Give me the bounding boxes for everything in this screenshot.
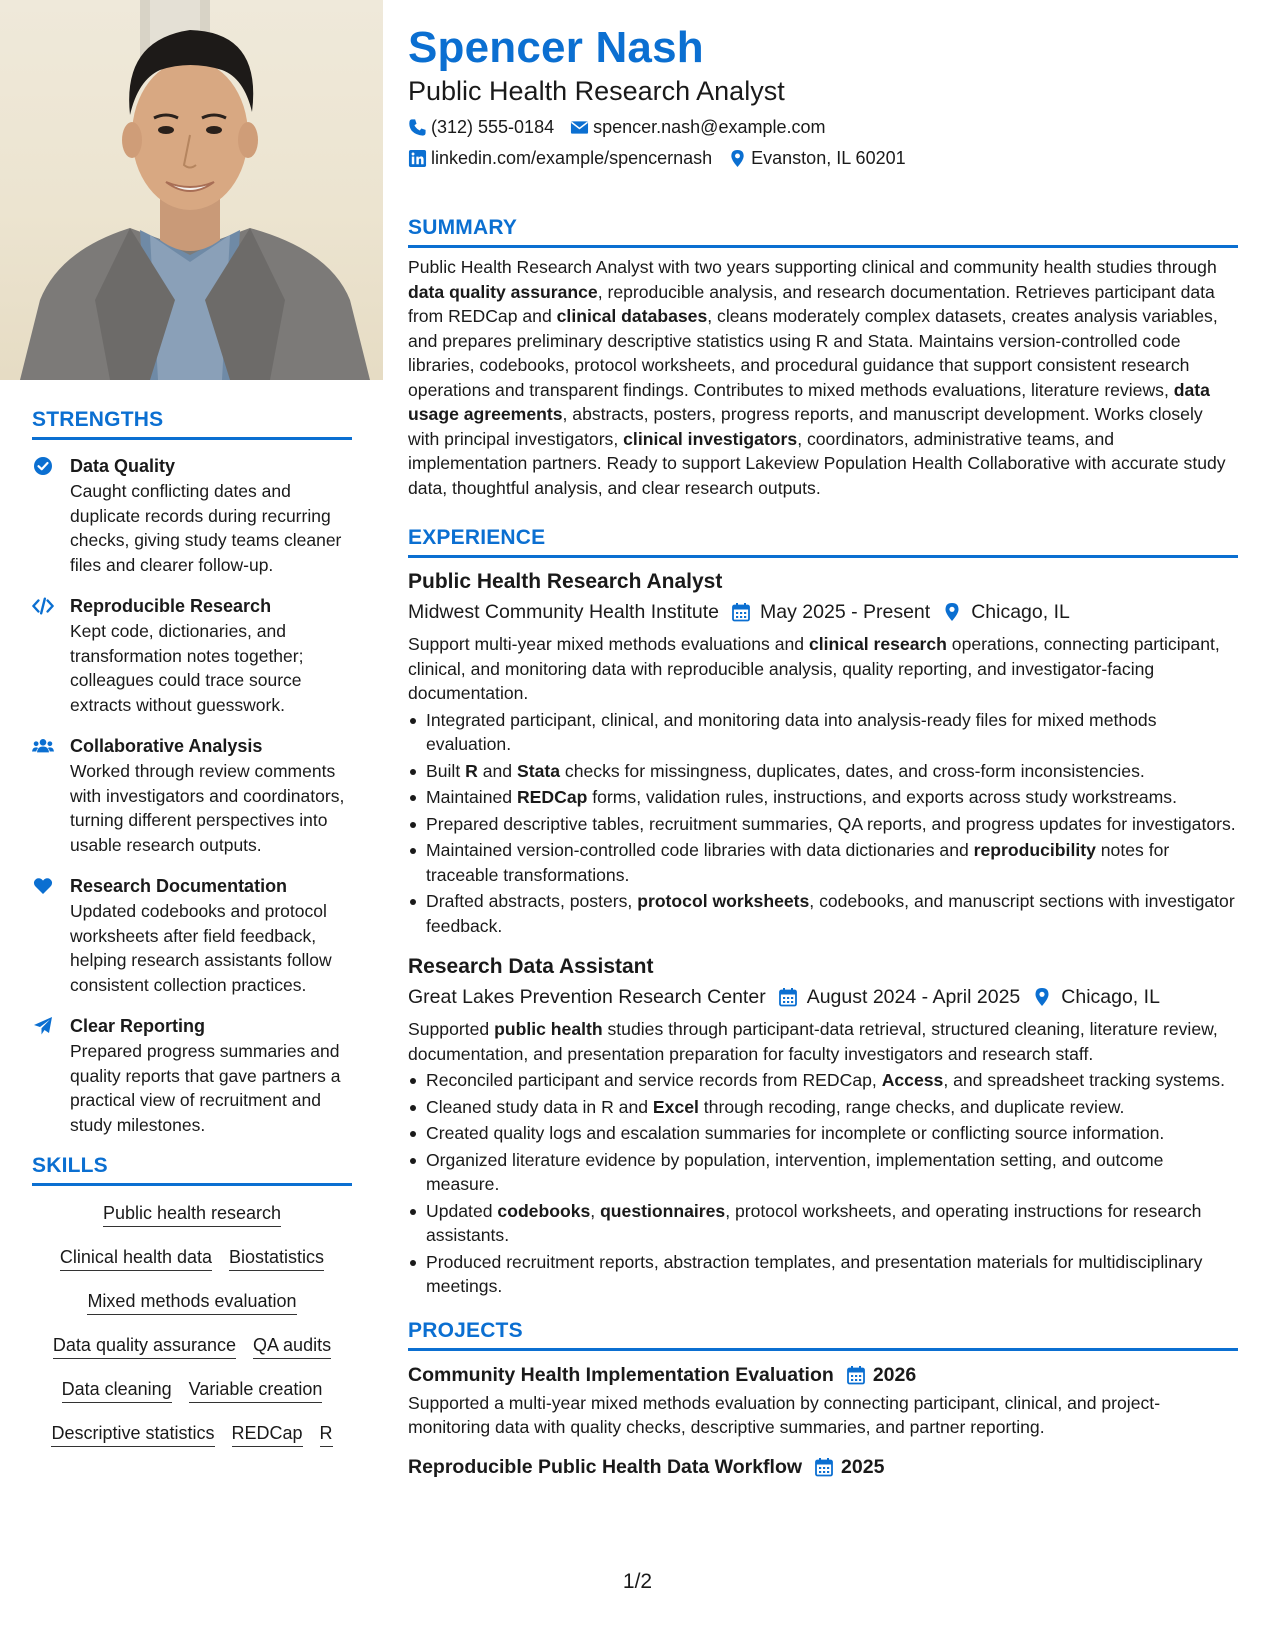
strength-item <box>32 594 352 717</box>
job-bullets <box>408 1068 1238 1299</box>
skill-tag: Data cleaning <box>62 1378 172 1403</box>
list-item: Integrated participant, clinical, and monitoring data into analysis-ready files for mixed methods evaluation. <box>408 708 1238 757</box>
calendar-icon <box>778 987 798 1007</box>
list-item: Prepared descriptive tables, recruitment summaries, QA reports, and progress updates for investigators. <box>408 812 1238 837</box>
skill-tag: REDCap <box>232 1422 303 1447</box>
strength-description: Caught conflicting dates and duplicate records during recurring checks, giving study teams cleaner files and clearer follow-up. <box>70 481 342 575</box>
envelope-icon <box>570 118 589 137</box>
projects-heading: PROJECTS <box>408 1319 1238 1351</box>
right-column <box>408 22 1238 1481</box>
users-icon <box>32 734 70 857</box>
project-description: Supported a multi-year mixed methods evaluation by connecting participant, clinical, and project-monitoring data with quality checks, descriptive summaries, and partner reporting. <box>408 1392 1161 1437</box>
list-item: Reconciled participant and service records from REDCap, Access, and spreadsheet tracking systems. <box>408 1068 1238 1093</box>
list-item: Cleaned study data in R and Excel through recoding, range checks, and duplicate review. <box>408 1095 1238 1120</box>
summary-heading: SUMMARY <box>408 216 1238 248</box>
skill-tag: Descriptive statistics <box>51 1422 214 1447</box>
candidate-name: Spencer Nash <box>408 23 704 72</box>
strength-description: Updated codebooks and protocol worksheets after field feedback, helping research assistants follow consistent collection practices. <box>70 901 332 995</box>
heart-icon <box>32 874 70 997</box>
map-pin-icon <box>728 149 747 168</box>
job-description: Support multi-year mixed methods evaluations and clinical research operations, connecting participant, clinical, and monitoring data with reproducible analysis, quality reporting, and investigator-facing documentation. <box>408 634 1220 703</box>
location-contact <box>728 146 905 170</box>
strengths-heading: STRENGTHS <box>32 408 352 440</box>
list-item: Created quality logs and escalation summaries for incomplete or conflicting source information. <box>408 1121 1238 1146</box>
job-title: Public Health Research Analyst <box>408 570 723 593</box>
job-location: Chicago, IL <box>1032 983 1160 1011</box>
skill-tag: Mixed methods evaluation <box>36 1290 348 1315</box>
job-dates: August 2024 - April 2025 <box>778 983 1021 1011</box>
job-entry <box>408 953 1238 1299</box>
calendar-icon <box>731 602 751 622</box>
map-pin-icon <box>1032 987 1052 1007</box>
skill-tag: Clinical health data <box>60 1246 212 1271</box>
linkedin-icon <box>408 149 427 168</box>
page-number: 1/2 <box>622 1570 653 1593</box>
phone-contact[interactable] <box>408 115 554 139</box>
skill-tag: Data quality assurance <box>53 1334 236 1359</box>
list-item: Maintained version-controlled code libraries with data dictionaries and reproducibility notes for traceable transformations. <box>408 838 1238 887</box>
phone-text: (312) 555-0184 <box>431 117 555 137</box>
strength-item <box>32 1014 352 1137</box>
project-header <box>408 1453 1238 1481</box>
skill-tag: Variable creation <box>189 1378 323 1403</box>
project-entry <box>408 1453 1238 1481</box>
skill-tag: R <box>320 1422 333 1447</box>
skills-heading: SKILLS <box>32 1154 352 1186</box>
project-title: Reproducible Public Health Data Workflow <box>408 1455 803 1478</box>
location-text: Evanston, IL 60201 <box>751 148 906 168</box>
check-circle-icon <box>32 454 70 577</box>
strength-description: Kept code, dictionaries, and transformation notes together; colleagues could trace source extracts without guesswork. <box>70 621 304 715</box>
job-title: Research Data Assistant <box>408 955 654 978</box>
contact-row <box>408 146 1238 170</box>
paper-plane-icon <box>32 1014 70 1137</box>
job-entry <box>408 568 1238 938</box>
skill-tag: Public health research <box>36 1202 348 1227</box>
strength-description: Prepared progress summaries and quality reports that gave partners a practical view of recruitment and study milestones. <box>70 1041 341 1135</box>
job-organization: Great Lakes Prevention Research Center <box>408 986 766 1008</box>
skills-list <box>32 1202 352 1447</box>
calendar-icon <box>814 1457 834 1477</box>
strength-title: Data Quality <box>70 456 176 476</box>
job-meta <box>408 598 1238 626</box>
email-text: spencer.nash@example.com <box>593 117 826 137</box>
skill-tag: Biostatistics <box>229 1246 324 1271</box>
strengths-list <box>32 454 352 1137</box>
list-item: Drafted abstracts, posters, protocol worksheets, codebooks, and manuscript sections with investigator feedback. <box>408 889 1238 938</box>
strength-title: Reproducible Research <box>70 596 272 616</box>
list-item: Updated codebooks, questionnaires, protocol worksheets, and operating instructions for research assistants. <box>408 1199 1238 1248</box>
job-dates: May 2025 - Present <box>731 598 930 626</box>
strength-title: Collaborative Analysis <box>70 736 263 756</box>
strength-item <box>32 874 352 997</box>
project-header <box>408 1361 1238 1389</box>
strength-item <box>32 734 352 857</box>
map-pin-icon <box>942 602 962 622</box>
list-item: Built R and Stata checks for missingness, duplicates, dates, and cross-form inconsistencies. <box>408 759 1238 784</box>
project-year: 2026 <box>846 1361 916 1389</box>
summary-section <box>408 216 1238 500</box>
strength-title: Clear Reporting <box>70 1016 206 1036</box>
profile-photo <box>0 0 383 380</box>
projects-section <box>408 1319 1238 1481</box>
strength-item <box>32 454 352 577</box>
job-description: Supported public health studies through participant-data retrieval, structured cleaning, literature review, documentation, and presentation preparation for faculty investigators and research staff. <box>408 1019 1218 1064</box>
linkedin-contact[interactable] <box>408 146 712 170</box>
list-item: Organized literature evidence by population, intervention, implementation setting, and outcome measure. <box>408 1148 1238 1197</box>
project-entry <box>408 1361 1238 1440</box>
email-contact[interactable] <box>570 115 825 139</box>
experience-heading: EXPERIENCE <box>408 526 1238 558</box>
job-location: Chicago, IL <box>942 598 1070 626</box>
project-year: 2025 <box>814 1453 884 1481</box>
project-title: Community Health Implementation Evaluation <box>408 1363 834 1386</box>
job-meta <box>408 983 1238 1011</box>
linkedin-text: linkedin.com/example/spencernash <box>431 148 713 168</box>
experience-section <box>408 526 1238 1299</box>
skill-tag: QA audits <box>253 1334 331 1359</box>
contact-row <box>408 115 1238 139</box>
candidate-role: Public Health Research Analyst <box>408 76 785 106</box>
job-organization: Midwest Community Health Institute <box>408 601 720 623</box>
calendar-icon <box>846 1365 866 1385</box>
phone-icon <box>408 118 427 137</box>
code-icon <box>32 594 70 717</box>
strength-title: Research Documentation <box>70 876 288 896</box>
left-column <box>32 408 352 1447</box>
strength-description: Worked through review comments with investigators and coordinators, turning different perspectives into usable research outputs. <box>70 761 345 855</box>
summary-text: Public Health Research Analyst with two years supporting clinical and community health studies through data quality assurance, reproducible analysis, and research documentation. Retrieves participant data from REDCap and clinical databases, cleans moderately complex datasets, creates analysis variables, and prepares preliminary descriptive statistics using R and Stata. Maintains version-controlled code libraries, codebooks, protocol worksheets, and procedural guidance that support consistent research operations and transparent findings. Contributes to mixed methods evaluations, literature reviews, data usage agreements, abstracts, posters, progress reports, and manuscript development. Works closely with principal investigators, clinical investigators, coordinators, administrative teams, and implementation partners. Ready to support Lakeview Population Health Collaborative with accurate study data, thoughtful analysis, and clear research outputs. <box>408 257 1226 498</box>
job-bullets <box>408 708 1238 939</box>
list-item: Maintained REDCap forms, validation rules, instructions, and exports across study workstreams. <box>408 785 1238 810</box>
list-item: Produced recruitment reports, abstraction templates, and presentation materials for multidisciplinary meetings. <box>408 1250 1238 1299</box>
